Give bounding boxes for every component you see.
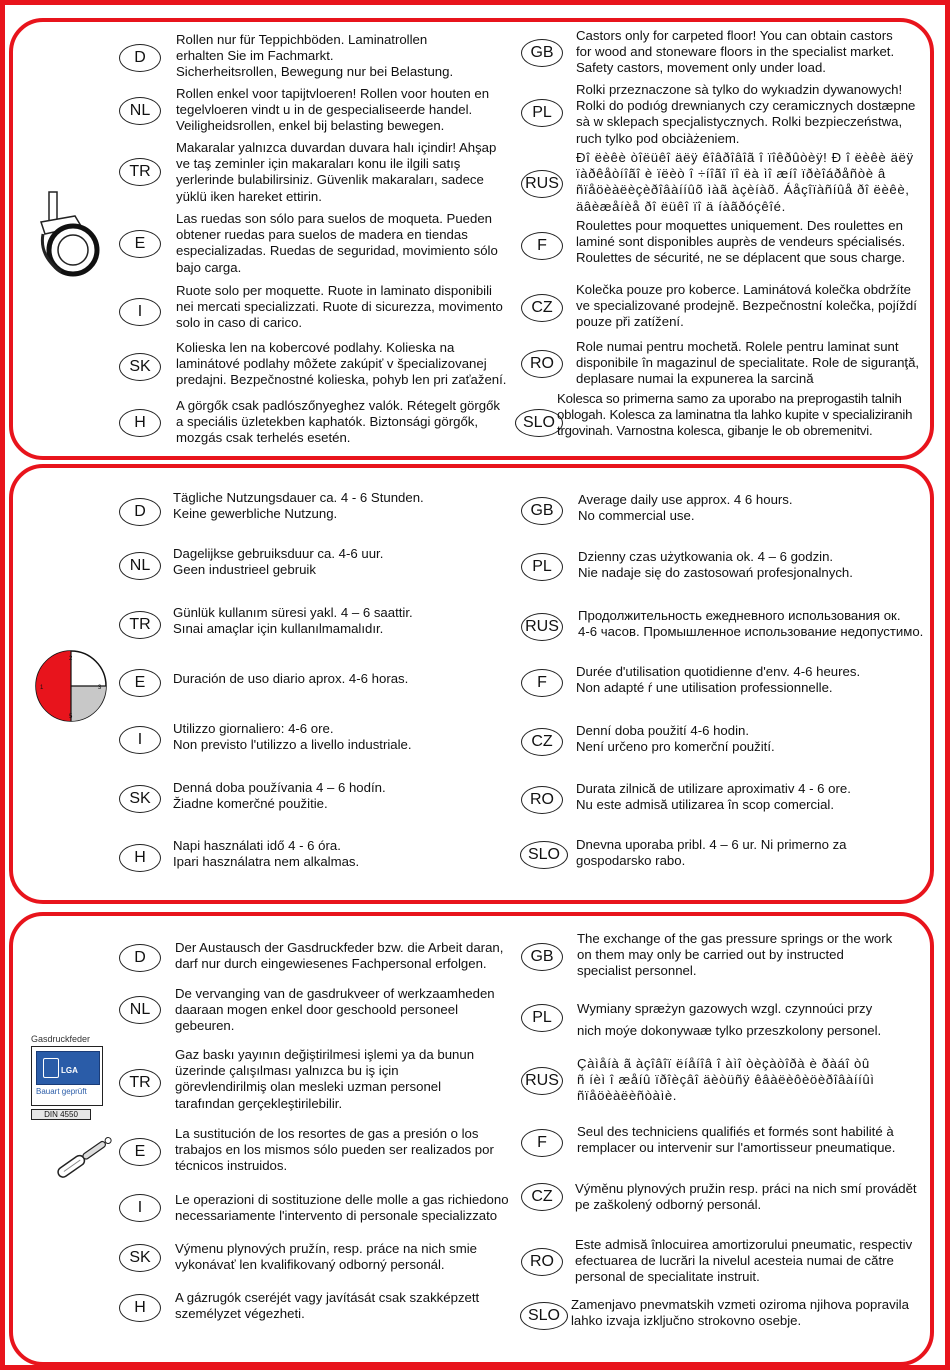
gas-spring-icon: [51, 1126, 121, 1186]
usage-text-d: Tägliche Nutzungsdauer ca. 4 - 6 Stunden. Keine gewerbliche Nutzung.: [173, 490, 424, 522]
language-badge-h: H: [119, 844, 161, 872]
language-badge-tr: TR: [119, 158, 161, 186]
usage-text-gb: Average daily use approx. 4 6 hours. No commercial use.: [578, 492, 793, 524]
language-badge-gb: GB: [521, 497, 563, 525]
gas-text-rus: Çàìåíà ã àçîâîï ëíåíîâ î àìî òèçàòîðà è ðàáî òû ñ íèì î æåíû ïðîèçâî äèòüñÿ êâàëèôèöèðîâàííûì ñïåöèàëèñòàìè.: [577, 1056, 875, 1104]
usage-text-rus: Продолжительность ежедневного использования ок. 4-6 часов. Промышленное использование недопустимо.: [578, 608, 924, 640]
panel-castors: [9, 18, 934, 460]
usage-text-slo: Dnevna uporaba pribl. 4 – 6 ur. Ni primerno za gospodarsko rabo.: [576, 837, 847, 869]
usage-text-tr: Günlük kullanım süresi yakl. 4 – 6 saattir. Sınai amaçlar için kullanılmamalıdır.: [173, 605, 413, 637]
gas-text-cz: Výměnu plynových pružin resp. práci na nich smí provádět pe zaškolený odborný personál.: [575, 1181, 917, 1213]
usage-text-cz: Denní doba použití 4-6 hodin. Není určeno pro komerční použití.: [576, 723, 775, 755]
language-badge-i: I: [119, 1194, 161, 1222]
gas-text-ro: Este admisă înlocuirea amortizorului pneumatic, respectiv efectuarea de lucrări la nivelul acesteia numai de către personal de specialitate instruit.: [575, 1237, 913, 1285]
language-badge-cz: CZ: [521, 294, 563, 322]
usage-text-pl: Dzienny czas użytkowania ok. 4 – 6 godzin. Nie nadaje się do zastosowań profesjonalnych.: [578, 549, 853, 581]
castor-text-nl: Rollen enkel voor tapijtvloeren! Rollen voor houten en tegelvloeren vindt u in de gespecialiseerde handel. Veiligheidsrollen, enkel bij belasting bewegen.: [176, 86, 490, 134]
gas-text-pl: Wymiany spræżyn gazowych wzgl. czynnoúci przy nich moýe dokonywaæ tylko przeszkolony personel.: [577, 1001, 882, 1038]
usage-text-i: Utilizzo giornaliero: 4-6 ore. Non previsto l'utilizzo a livello industriale.: [173, 721, 412, 753]
language-badge-sk: SK: [119, 353, 161, 381]
language-badge-ro: RO: [521, 1248, 563, 1276]
language-badge-pl: PL: [521, 1004, 563, 1032]
castor-text-e: Las ruedas son sólo para suelos de moqueta. Pueden obtener ruedas para suelos de madera en tiendas especializadas. Ruedas de seguridad, movimiento sólo bajo carga.: [176, 211, 498, 275]
language-badge-pl: PL: [521, 99, 563, 127]
gas-text-h: A gázrugók cseréjét vagy javítását csak szakképzett személyzet végezheti.: [175, 1290, 480, 1322]
gas-text-d: Der Austausch der Gasdruckfeder bzw. die Arbeit daran, darf nur durch eingewiesenes Fachpersonal erfolgen.: [175, 940, 504, 972]
label-title: Gasdruckfeder: [31, 1034, 91, 1044]
language-badge-slo: SLO: [520, 841, 568, 869]
language-badge-slo: SLO: [520, 1302, 568, 1330]
language-badge-cz: CZ: [521, 1183, 563, 1211]
language-badge-tr: TR: [119, 611, 161, 639]
castor-text-f: Roulettes pour moquettes uniquement. Des roulettes en laminé sont disponibles auprès de vendeurs spécialisés. Roulettes de sécurité, ne se déplacent que sous charge.: [576, 218, 906, 266]
language-badge-nl: NL: [119, 552, 161, 580]
clock-number-6: 5: [69, 714, 73, 720]
lga-org: LGA: [61, 1066, 78, 1075]
language-badge-f: F: [521, 669, 563, 697]
clock-number-12: 2: [69, 656, 73, 662]
gas-text-e: La sustitución de los resortes de gas a presión o los trabajos en los mismos sólo pueden ser realizados por técnicos instruidos.: [175, 1126, 494, 1174]
language-badge-rus: RUS: [521, 613, 563, 641]
panel-gas-spring: [9, 912, 934, 1366]
castor-text-gb: Castors only for carpeted floor! You can obtain castors for wood and stoneware floors in the specialist market. Safety castors, movement only under load.: [576, 28, 895, 76]
language-badge-gb: GB: [521, 943, 563, 971]
language-badge-d: D: [119, 44, 161, 72]
castor-text-slo: Kolesca so primerna samo za uporabo na preprogastih talnih oblogah. Kolesca za laminatna tla lahko kupite v specializiranih trgovinah. Varnostna kolesca, gibanje le ob obremenitvi.: [557, 391, 913, 439]
gas-text-gb: The exchange of the gas pressure springs or the work on them may only be carried out by instructed specialist personnel.: [577, 931, 893, 979]
castor-text-pl: Rolki przeznaczone sà tylko do wykıadzin dywanowych! Rolki do podıóg drewnianych czy ceramicznych dostæpne sà w sklepach specjalistycznych. Rolki bezpieczeństwa, ruch tylko pod obciàżeniem.: [576, 82, 916, 146]
language-badge-i: I: [119, 298, 161, 326]
language-badge-rus: RUS: [521, 170, 563, 198]
lga-certification-badge: [31, 1046, 103, 1106]
language-badge-f: F: [521, 232, 563, 260]
language-badge-nl: NL: [119, 996, 161, 1024]
gas-text-i: Le operazioni di sostituzione delle molle a gas richiedono necessariamente l'intervento di personale specializzato: [175, 1192, 509, 1224]
language-badge-e: E: [119, 669, 161, 697]
castor-text-cz: Kolečka pouze pro koberce. Laminátová kolečka obdržíte ve specializované prodejně. Bezpečnostní kolečka, pojíždí pouze při zatížení.: [576, 282, 917, 330]
usage-text-f: Durée d'utilisation quotidienne d'env. 4-6 heures. Non adapté ŕ une utilisation professionnelle.: [576, 664, 861, 696]
usage-text-sk: Denná doba používania 4 – 6 hodín. Žiadne komerčné použitie.: [173, 780, 386, 812]
din-label: DIN 4550: [31, 1109, 91, 1120]
castor-wheel-icon: [35, 190, 105, 280]
language-badge-h: H: [119, 1294, 161, 1322]
language-badge-pl: PL: [521, 553, 563, 581]
usage-text-h: Napi használati idő 4 - 6 óra. Ipari használatra nem alkalmas.: [173, 838, 360, 870]
language-badge-nl: NL: [119, 97, 161, 125]
language-badge-ro: RO: [521, 350, 563, 378]
clock-number-9: 1: [40, 685, 44, 691]
usage-text-ro: Durata zilnică de utilizare aproximativ 4 - 6 ore. Nu este admisă utilizarea în scop comercial.: [576, 781, 851, 813]
castor-text-ro: Role numai pentru mochetă. Rolele pentru laminat sunt disponibile în magazinul de specialitate. Role de siguranţă, deplasare numai la expunerea la sarcină: [576, 339, 920, 387]
clock-number-3: 3: [98, 685, 102, 691]
language-badge-d: D: [119, 498, 161, 526]
language-badge-e: E: [119, 1138, 161, 1166]
castor-text-h: A görgők csak padlószőnyeghez valók. Rétegelt görgők a speciális üzletekben kaphatók. Biztonsági görgők, mozgás csak terhelés esetén.: [176, 398, 501, 446]
lga-sub: Bauart geprüft: [36, 1087, 87, 1096]
gas-text-f: Seul des techniciens qualifiés et formés sont habilité à remplacer ou intervenir sur l'amortisseur pneumatique.: [577, 1124, 896, 1156]
panel-usage: [9, 464, 934, 904]
castor-text-rus: Ðî ëèêè òîëüêî äëÿ êîâðîâîã î ïîêðûòèÿ! Ð î ëèêè äëÿ ïàðêåòíîãî è ïëèò î ÷íîãî ïî ëà ìî æíî ïðèîáðåñòè â ñïåöèàëèçèðîâàííûõ ìàã àçèíàõ. Áåçîïàñíûå ðî ëèêè, äâèæåíèå ðî ëüêî ïî ä íàãðóçêîé.: [576, 150, 914, 214]
language-badge-sk: SK: [119, 1244, 161, 1272]
usage-text-e: Duración de uso diario aprox. 4-6 horas.: [173, 671, 409, 686]
castor-text-d: Rollen nur für Teppichböden. Laminatrollen erhalten Sie im Fachmarkt. Sicherheitsrollen, Bewegung nur bei Belastung.: [176, 32, 454, 80]
lga-logo: [36, 1051, 100, 1085]
language-badge-h: H: [119, 409, 161, 437]
gas-text-nl: De vervanging van de gasdrukveer of werkzaamheden daaraan mogen enkel door geschoold personeel gebeuren.: [175, 986, 495, 1034]
language-badge-e: E: [119, 230, 161, 258]
usage-text-nl: Dagelijkse gebruiksduur ca. 4-6 uur. Geen industrieel gebruik: [173, 546, 384, 578]
castor-text-i: Ruote solo per moquette. Ruote in laminato disponibili nei mercati specializzati. Ruote di sicurezza, movimento solo in caso di carico.: [176, 283, 503, 331]
language-badge-d: D: [119, 944, 161, 972]
language-badge-ro: RO: [521, 786, 563, 814]
gas-text-sk: Výmenu plynových pružín, resp. práce na nich smie vykonávať len kvalifikovaný odborný personál.: [175, 1241, 477, 1273]
language-badge-i: I: [119, 726, 161, 754]
language-badge-sk: SK: [119, 785, 161, 813]
language-badge-cz: CZ: [521, 728, 563, 756]
gas-spring-label: [31, 1034, 111, 1120]
language-badge-gb: GB: [521, 39, 563, 67]
language-badge-rus: RUS: [521, 1067, 563, 1095]
language-badge-tr: TR: [119, 1069, 161, 1097]
gas-text-slo: Zamenjavo pnevmatskih vzmeti oziroma njihova popravila lahko izvaja izključno strokovno osebje.: [571, 1297, 909, 1329]
clock-usage-icon: [31, 646, 111, 726]
language-badge-slo: SLO: [515, 409, 563, 437]
castor-text-tr: Makaralar yalnızca duvardan duvara halı içindir! Ahşap ve taş zeminler için makaraları konu ile ilgili satış yerlerinde bulabilirsiniz. Güvenlik makaraları, sadece yüklü iken hareket ettirin.: [176, 140, 497, 204]
castor-text-sk: Kolieska len na kobercové podlahy. Kolieska na laminátové podlahy môžete zakúpiť v špecializovanej predajni. Bezpečnostné kolieska, pohyb len pri zaťažení.: [176, 340, 507, 388]
language-badge-f: F: [521, 1129, 563, 1157]
gas-text-tr: Gaz baskı yayının değiştirilmesi işlemi ya da bunun üzerinde çalışılması yalnızca bu iş için görevlendirilmiş olan mesleki uzman personel tarafından gerçekleştirilebilir.: [175, 1047, 475, 1111]
